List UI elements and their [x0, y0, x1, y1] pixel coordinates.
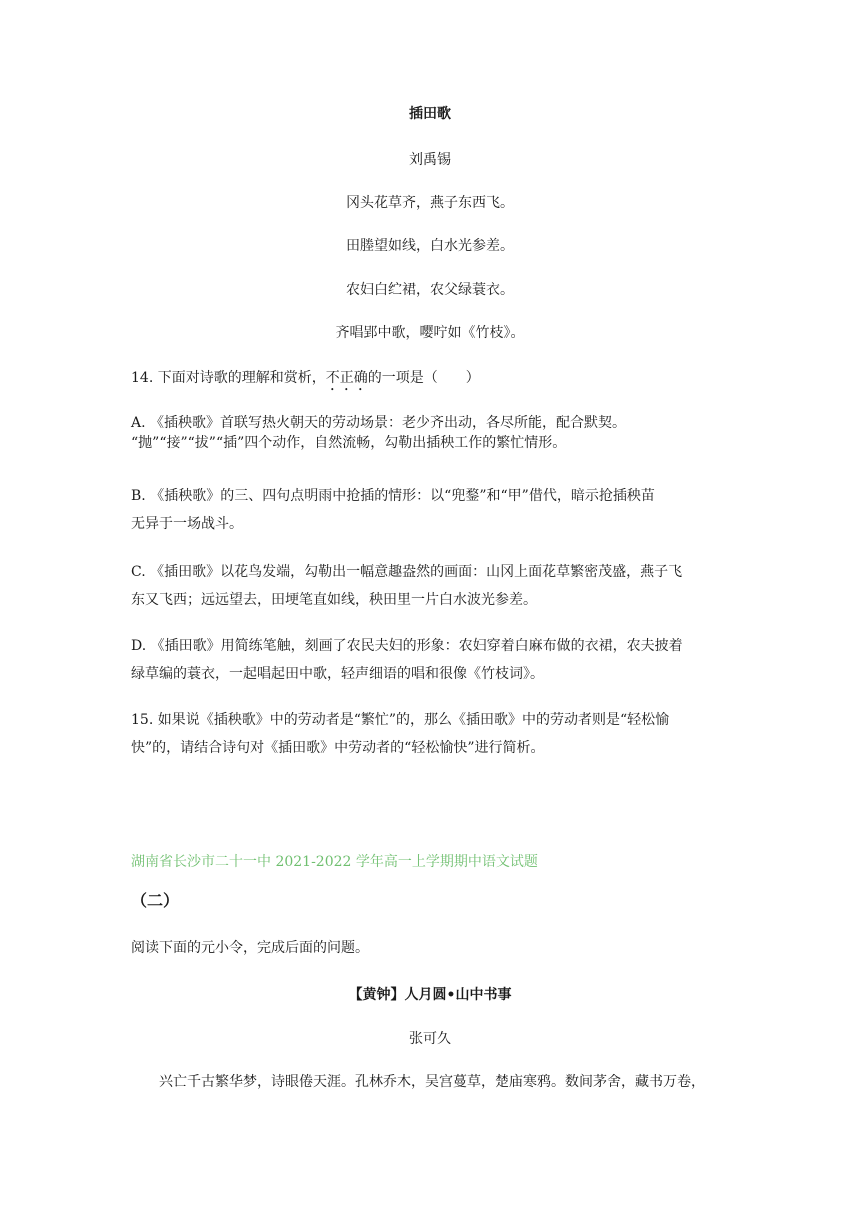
option-b-line: 无异于一场战斗。 — [131, 516, 243, 532]
option-c — [131, 562, 731, 610]
poem-title: 插田歌 — [409, 106, 451, 122]
qu-title: 【黄钟】人月圆•山中书事 — [348, 987, 512, 1003]
option-d-line: D. 《插田歌》用简练笔触，刻画了农民夫妇的形象：农妇穿着白麻布做的衣裙，农夫披着 — [131, 638, 683, 654]
option-c-line: C. 《插田歌》以花鸟发端，勾勒出一幅意趣盎然的画面：山冈上面花草繁密茂盛，燕子飞 — [131, 564, 683, 580]
poem-author: 刘禹锡 — [409, 152, 451, 168]
source-line: 湖南省长沙市二十一中 2021-2022 学年高一上学期期中语文试题 — [131, 854, 538, 870]
question-15-line: 15. 如果说《插秧歌》中的劳动者是“繁忙”的，那么《插田歌》中的劳动者则是“轻松愉 — [131, 712, 670, 728]
instruction: 阅读下面的元小令，完成后面的问题。 — [131, 940, 369, 956]
question-14-stem-before: 14. 下面对诗歌的理解和赏析， — [131, 370, 326, 386]
option-b-line: B. 《插秧歌》的三、四句点明雨中抢插的情形：以“兜鍪”和“甲”借代，暗示抢插秧苗 — [131, 488, 655, 504]
option-a-line: A. 《插秧歌》首联写热火朝天的劳动场景：老少齐出动，各尽所能，配合默契。 — [131, 415, 627, 431]
option-a — [131, 413, 731, 453]
option-a-line: “抛”“接”“拔”“插”四个动作，自然流畅，勾勒出插秧工作的繁忙情形。 — [131, 435, 567, 451]
poem-line: 齐唱郢中歌，嘤咛如《竹枝》。 — [335, 325, 525, 341]
question-14-stem-after: 的一项是（ ） — [367, 370, 480, 386]
option-c-line: 东又飞西；远远望去，田埂笔直如线，秧田里一片白水波光参差。 — [131, 592, 537, 608]
question-15 — [131, 710, 731, 758]
poem-line: 冈头花草齐，燕子东西飞。 — [346, 195, 514, 211]
option-d-line: 绿草编的蓑衣，一起唱起田中歌，轻声细语的唱和很像《竹枝词》。 — [131, 666, 544, 682]
option-d — [131, 636, 731, 684]
qu-author: 张可久 — [409, 1031, 451, 1047]
qu-first-line: 兴亡千古繁华梦，诗眼倦天涯。孔林乔木，吴宫蔓草，楚庙寒鸦。数间茅舍，藏书万卷， — [159, 1074, 705, 1090]
section-label: （二） — [131, 891, 180, 910]
question-14-emphasis: 不正确 — [325, 370, 368, 386]
question-14-stem — [131, 368, 731, 394]
option-b — [131, 486, 731, 534]
poem-line: 田塍望如线，白水光参差。 — [346, 238, 514, 254]
poem-line: 农妇白纻裙，农父绿蓑衣。 — [346, 282, 514, 298]
question-15-line: 快”的，请结合诗句对《插田歌》中劳动者的“轻松愉快”进行简析。 — [131, 740, 545, 756]
